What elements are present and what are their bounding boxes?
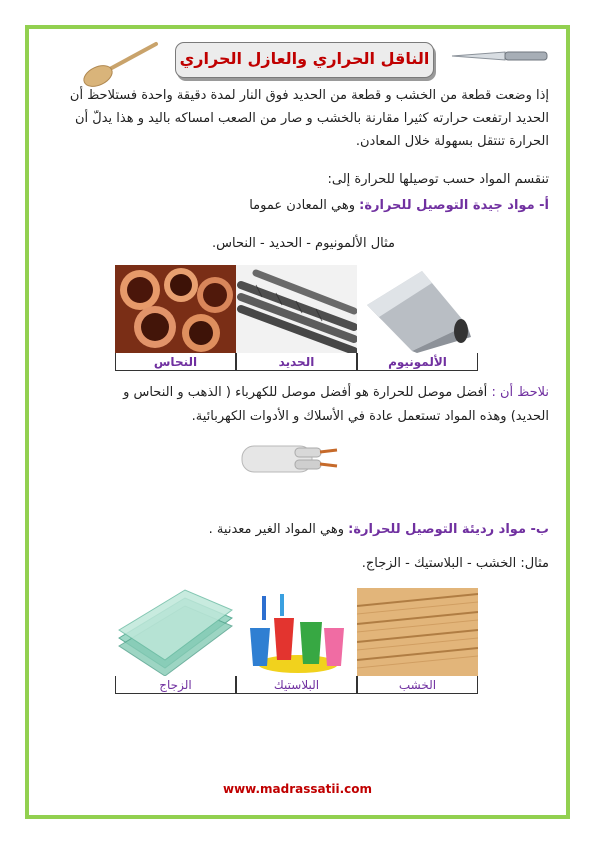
wood-planks-image: [357, 588, 478, 676]
page-title: الناقل الحراري والعازل الحراري: [179, 49, 430, 68]
wooden-spoon-icon: [78, 40, 160, 90]
good-conductors-line: [249, 198, 549, 213]
good-conductors-desc: وهي المعادن عموما: [249, 198, 360, 213]
electric-cable-image: [240, 438, 340, 480]
image-card-aluminum: [357, 265, 478, 371]
aluminum-foil-image: [357, 265, 478, 353]
title-box: [175, 42, 434, 78]
good-conductors-images: [115, 265, 478, 371]
image-card-plastic: [236, 588, 357, 694]
glass-sheets-image: [115, 588, 236, 676]
bad-conductors-heading: ب- مواد رديئة التوصيل للحرارة:: [348, 522, 549, 537]
footer-link[interactable]: www.madrassatii.com: [222, 782, 373, 796]
image-card-wood: [357, 588, 478, 694]
caption-wood: الخشب: [357, 676, 478, 694]
knife-icon: [450, 45, 550, 67]
bad-conductors-line: [209, 522, 549, 537]
good-example: مثال الألمونيوم - الحديد - النحاس.: [212, 236, 395, 251]
bad-example: مثال: الخشب - البلاستيك - الزجاج.: [361, 556, 549, 571]
image-card-iron: [236, 265, 357, 371]
caption-plastic: البلاستيك: [236, 676, 357, 694]
intro-paragraph: إذا وضعت قطعة من الخشب و قطعة من الحديد فوق النار لمدة دقيقة واحدة فستلاحظ أن الحديد ارتفعت حرارته كثيرا مقارنة بالخشب و صار من الصعب امساكه باليد و هذا يدلّ أن الحرارة تنتقل بسهولة خلال المعادن.: [69, 88, 549, 149]
iron-rebar-image: [236, 265, 357, 353]
bad-conductors-desc: وهي المواد الغير معدنية .: [208, 522, 349, 537]
note-label: نلاحظ أن :: [491, 385, 549, 400]
caption-iron: الحديد: [236, 353, 357, 371]
caption-aluminum: الألمونيوم: [357, 353, 478, 371]
image-card-copper: [115, 265, 236, 371]
note-line-2: الحديد) وهذه المواد تستعمل عادة في الأسلاك و الأدوات الكهربائية.: [191, 409, 549, 424]
classification-text: تنقسم المواد حسب توصيلها للحرارة إلى:: [327, 172, 549, 187]
caption-glass: الزجاج: [115, 676, 236, 694]
good-conductors-heading: أ- مواد جيدة التوصيل للحرارة:: [359, 198, 549, 213]
caption-copper: النحاس: [115, 353, 236, 371]
note-line-1: [123, 385, 549, 400]
note-text-1: أفضل موصل للحرارة هو أفضل موصل للكهرباء ( الذهب و النحاس و: [123, 385, 492, 400]
bad-conductors-images: [115, 588, 478, 694]
image-card-glass: [115, 588, 236, 694]
plastic-cups-image: [236, 588, 357, 676]
copper-pipes-image: [115, 265, 236, 353]
